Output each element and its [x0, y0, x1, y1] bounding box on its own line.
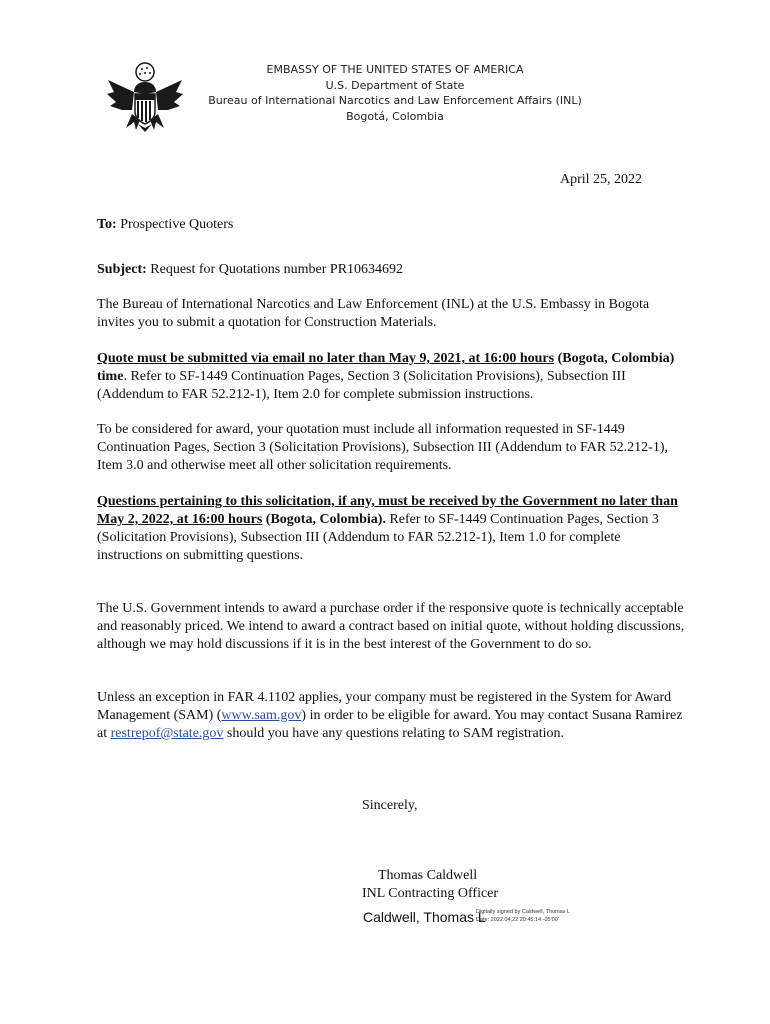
- questions-rest: Refer to SF-1449 Continuation Pages, Section 3 (Solicitation Provisions), Subsection III (Addendum to FAR 52.212-1), Item 1.0 for complete instructions on submitting questions.: [97, 512, 659, 563]
- questions-bold: (Bogota, Colombia).: [262, 512, 386, 527]
- sam-text-3: should you have any questions relating to SAM registration.: [223, 726, 565, 741]
- questions-paragraph: [97, 493, 687, 565]
- deadline-rest: . Refer to SF-1449 Continuation Pages, Section 3 (Solicitation Provisions), Subsection III (Addendum to FAR 52.212-1), Item 2.0 for complete submission instructions.: [97, 369, 626, 402]
- deadline-bold: (Bogota, Colombia) time: [97, 351, 675, 384]
- deadline-paragraph: [97, 350, 687, 404]
- to-value: Prospective Quoters: [116, 217, 234, 232]
- letterhead-department: U.S. Department of State: [325, 78, 465, 92]
- recipient-line: [97, 216, 687, 234]
- sam-text-2: ) in order to be eligible for award. You may contact Susana Ramirez at: [97, 708, 683, 741]
- questions-underlined: Questions pertaining to this solicitation, if any, must be received by the Government no later than May 2, 2022, at 16:00 hours: [97, 494, 678, 527]
- letter-date: April 25, 2022: [560, 172, 643, 187]
- subject-label: Subject:: [97, 262, 147, 277]
- email-link[interactable]: restrepof@state.gov: [110, 726, 224, 741]
- letterhead-embassy: EMBASSY OF THE UNITED STATES OF AMERICA: [266, 63, 524, 76]
- to-label: To:: [97, 217, 117, 232]
- letterhead-city: Bogotá, Colombia: [346, 109, 444, 123]
- sam-paragraph: [97, 689, 687, 743]
- signer-title: INL Contracting Officer: [362, 886, 499, 901]
- signer-name: Thomas Caldwell: [378, 868, 478, 883]
- letterhead-bureau: Bureau of International Narcotics and Law Enforcement Affairs (INL): [208, 94, 582, 107]
- deadline-underlined: Quote must be submitted via email no later than May 9, 2021, at 16:00 hours: [97, 351, 555, 366]
- digital-signature-signed-by: Digitally signed by Caldwell, Thomas L: [476, 909, 571, 915]
- subject-line: [97, 261, 687, 279]
- closing: Sincerely,: [362, 798, 418, 813]
- intro-paragraph: The Bureau of International Narcotics and Law Enforcement (INL) at the U.S. Embassy in Bogota invites you to submit a quotation for Construction Materials.: [97, 297, 650, 330]
- digital-signature-date: Date: 2022.04.22 20:45:14 -05'00': [476, 917, 559, 923]
- letterhead: [200, 62, 590, 124]
- great-seal-emblem: [104, 58, 186, 140]
- digital-signature-name: Caldwell, Thomas L: [363, 909, 486, 925]
- award-requirements-paragraph: To be considered for award, your quotation must include all information requested in SF-1449 Continuation Pages, Section 3 (Solicitation Provisions), Subsection III (Addendum to FAR 52.212-1), Item 3.0 and otherwise meet all other solicitation requirements.: [97, 422, 668, 473]
- subject-value: Request for Quotations number PR10634692: [146, 262, 404, 277]
- intent-paragraph: The U.S. Government intends to award a purchase order if the responsive quote is technically acceptable and reasonably priced. We intend to award a contract based on initial quote, without holding discussions, although we may hold discussions if it is in the best interest of the Government to do so.: [97, 601, 685, 652]
- sam-website-link[interactable]: www.sam.gov: [221, 708, 302, 723]
- digital-signature-meta: [476, 908, 570, 924]
- sam-text-1: Unless an exception in FAR 4.1102 applies, your company must be registered in the System for Award Management (SAM) (: [97, 690, 672, 723]
